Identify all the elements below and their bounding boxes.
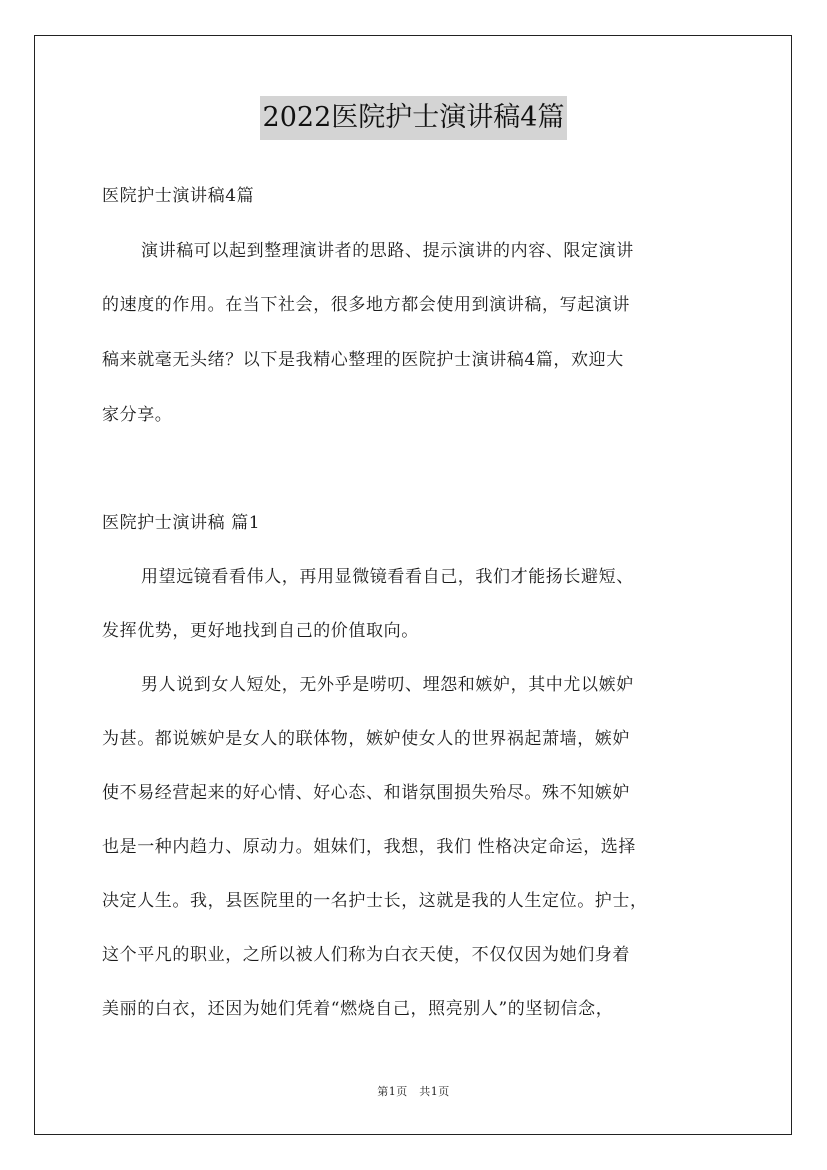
para2-line-3: 使不易经营起来的好心情、好心态、和谐氛围损失殆尽。殊不知嫉妒	[102, 783, 630, 803]
para2-line-2: 为甚。都说嫉妒是女人的联体物，嫉妒使女人的世界祸起萧墙，嫉妒	[102, 729, 630, 749]
page-footer: 第1页 共1页	[377, 1085, 450, 1098]
para2-line-7: 美丽的白衣，还因为她们凭着“燃烧自己，照亮别人”的坚韧信念，	[102, 999, 614, 1019]
para2-line-6: 这个平凡的职业，之所以被人们称为白衣天使，不仅仅因为她们身着	[102, 945, 630, 965]
para1-line-2: 发挥优势，更好地找到自己的价值取向。	[102, 621, 419, 641]
document-subtitle: 医院护士演讲稿4篇	[102, 186, 255, 206]
para2-line-1: 男人说到女人短处，无外乎是唠叨、埋怨和嫉妒，其中尤以嫉妒	[141, 675, 634, 695]
intro-line-4: 家分享。	[102, 405, 173, 425]
para2-line-5: 决定人生。我，县医院里的一名护士长，这就是我的人生定位。护士，	[102, 891, 648, 911]
para2-line-4: 也是一种内趋力、原动力。姐妹们，我想，我们 性格决定命运，选择	[102, 837, 637, 857]
intro-line-2: 的速度的作用。在当下社会，很多地方都会使用到演讲稿，写起演讲	[102, 295, 630, 315]
para1-line-1: 用望远镜看看伟人，再用显微镜看看自己，我们才能扬长避短、	[141, 567, 634, 587]
document-title: 2022医院护士演讲稿4篇	[260, 96, 568, 140]
section-heading: 医院护士演讲稿 篇1	[102, 513, 261, 533]
title-container	[0, 96, 827, 140]
intro-line-3: 稿来就毫无头绪？以下是我精心整理的医院护士演讲稿4篇，欢迎大	[102, 350, 624, 370]
intro-line-1: 演讲稿可以起到整理演讲者的思路、提示演讲的内容、限定演讲	[141, 241, 634, 261]
